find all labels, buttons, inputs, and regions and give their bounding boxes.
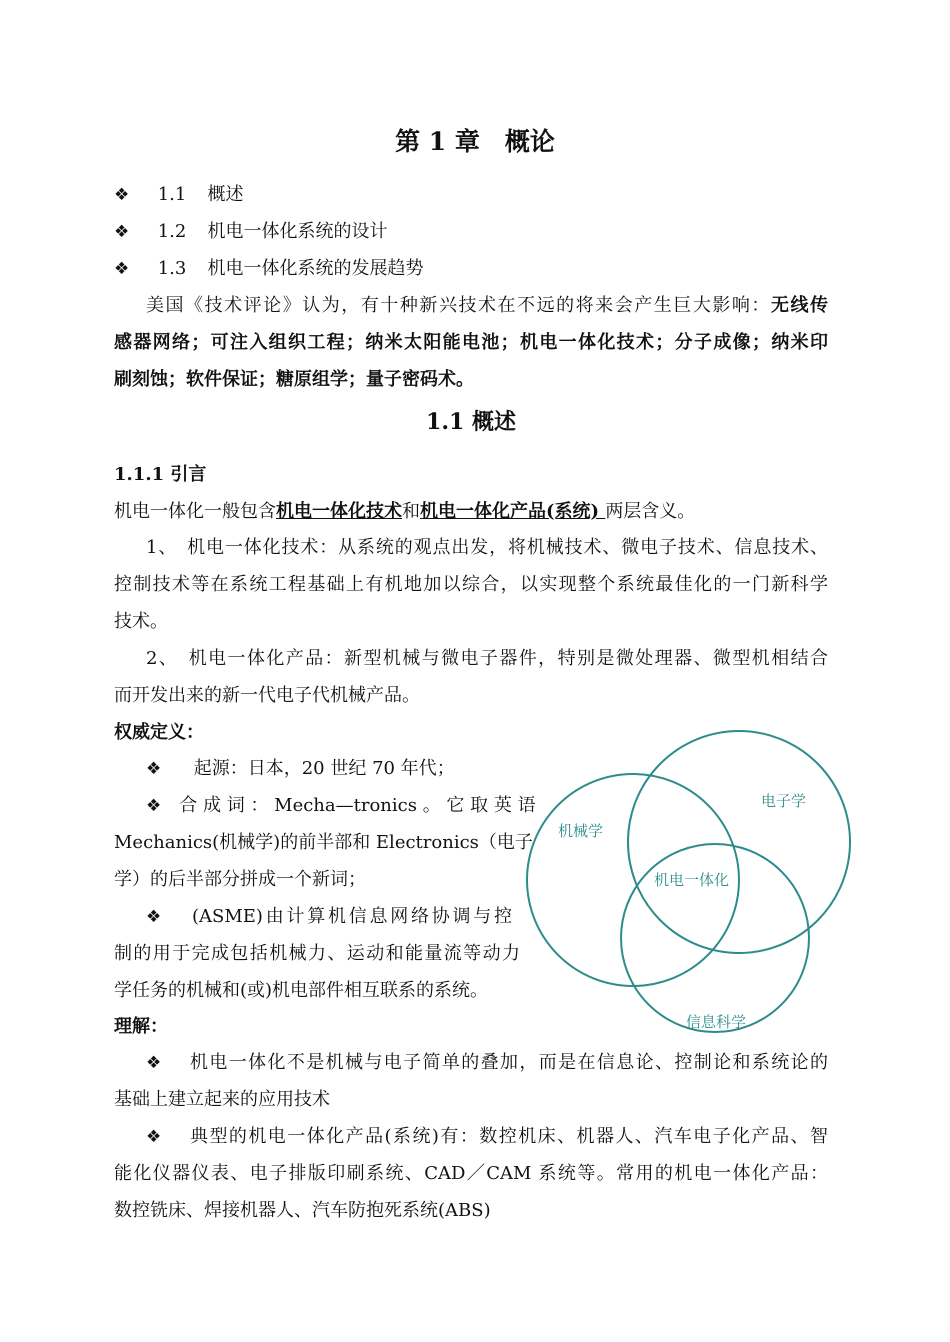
item1-line-2: 控制技术等在系统工程基础上有机地加以综合，以实现整个系统最佳化的一门新科学 [114, 574, 828, 595]
definition-asme-line-1 [146, 905, 512, 929]
definition-compound-line-2: Mechanics(机械学)的前半部和 Electronics（电子 [114, 832, 533, 853]
chapter-title: 第 1 章 概论 [395, 127, 555, 156]
meaning-before: 机电一体化一般包含 [114, 501, 276, 522]
diamond-bullet-icon: ❖ [114, 222, 130, 242]
diamond-bullet-icon: ❖ [146, 1127, 162, 1147]
term-mechatronics-technology: 机电一体化技术 [276, 501, 402, 522]
section-title: 1.1 概述 [426, 409, 516, 435]
diamond-bullet-icon: ❖ [114, 259, 130, 279]
toc-number: 1.3 [157, 258, 187, 279]
understanding-p1-text-1: 机电一体化不是机械与电子简单的叠加，而是在信息论、控制论和系统论的 [190, 1052, 828, 1073]
toc-item-1[interactable] [114, 183, 243, 207]
item1-line-1: 1、 机电一体化技术：从系统的观点出发，将机械技术、微电子技术、信息技术、 [146, 537, 828, 558]
term-mechatronics-product: 机电一体化产品(系统) [420, 501, 606, 522]
venn-label-information: 信息科学 [686, 1013, 747, 1031]
toc-item-3[interactable] [114, 257, 423, 281]
intro-bold-start: 无线传 [770, 295, 828, 316]
compound-text-1: 合 成 词 ： Mecha—tronics 。 它 取 英 语 [179, 795, 536, 816]
definition-asme-line-2: 制的用于完成包括机械力、运动和能量流等动力 [114, 943, 520, 964]
definition-compound-line-3: 学）的后半部分拼成一个新词； [114, 869, 366, 890]
venn-label-electronics: 电子学 [761, 792, 807, 810]
definition-compound-line-1 [146, 794, 536, 818]
venn-diagram [520, 712, 855, 1042]
toc-number: 1.1 [157, 184, 187, 205]
understanding-p2-line-1 [146, 1125, 828, 1149]
diamond-bullet-icon: ❖ [146, 907, 162, 927]
meaning-after: 两层含义。 [605, 501, 696, 522]
understanding-p2-text-1: 典型的机电一体化产品(系统)有：数控机床、机器人、汽车电子化产品、智 [190, 1126, 828, 1147]
item2-line-1: 2、 机电一体化产品：新型机械与微电子器件，特别是微处理器、微型机相结合 [146, 648, 828, 669]
diamond-bullet-icon: ❖ [114, 185, 130, 205]
understanding-p1-line-1 [146, 1051, 828, 1075]
definition-origin [146, 757, 455, 781]
venn-label-center: 机电一体化 [654, 871, 730, 889]
item1-line-3: 技术。 [114, 611, 168, 632]
diamond-bullet-icon: ❖ [146, 796, 162, 816]
understanding-heading: 理解： [114, 1016, 168, 1037]
subsection-title: 1.1.1 引言 [114, 464, 207, 485]
intro-line-3: 刷刻蚀；软件保证；糖原组学；量子密码术。 [114, 369, 474, 390]
intro-line-1 [146, 294, 828, 318]
origin-text: 起源：日本，20 世纪 70 年代； [193, 758, 455, 779]
toc-label: 概述 [207, 184, 244, 205]
definition-asme-line-3: 学任务的机械和(或)机电部件相互联系的系统。 [114, 980, 489, 1001]
diamond-bullet-icon: ❖ [146, 759, 162, 779]
toc-label: 机电一体化系统的发展趋势 [207, 258, 424, 279]
understanding-p2-line-2: 能化仪器仪表、电子排版印刷系统、CAD／CAM 系统等。常用的机电一体化产品： [114, 1163, 828, 1184]
meaning-and: 和 [402, 501, 420, 522]
diamond-bullet-icon: ❖ [146, 1053, 162, 1073]
meaning-line [114, 500, 695, 524]
item2-line-2: 而开发出来的新一代电子代机械产品。 [114, 685, 420, 706]
authority-heading: 权威定义： [114, 722, 204, 743]
intro-prefix: 美国《技术评论》认为，有十种新兴技术在不远的将来会产生巨大影响： [146, 295, 771, 316]
toc-number: 1.2 [157, 221, 187, 242]
toc-item-2[interactable] [114, 220, 387, 244]
toc-label: 机电一体化系统的设计 [207, 221, 388, 242]
venn-circle-electronics [628, 731, 850, 953]
understanding-p1-line-2: 基础上建立起来的应用技术 [114, 1089, 330, 1110]
intro-line-2: 感器网络；可注入组织工程；纳米太阳能电池；机电一体化技术；分子成像；纳米印 [114, 332, 828, 353]
asme-text-1: (ASME)由计算机信息网络协调与控 [192, 906, 512, 927]
venn-label-mechanics: 机械学 [558, 822, 604, 840]
understanding-p2-line-3: 数控铣床、焊接机器人、汽车防抱死系统(ABS) [114, 1200, 491, 1221]
